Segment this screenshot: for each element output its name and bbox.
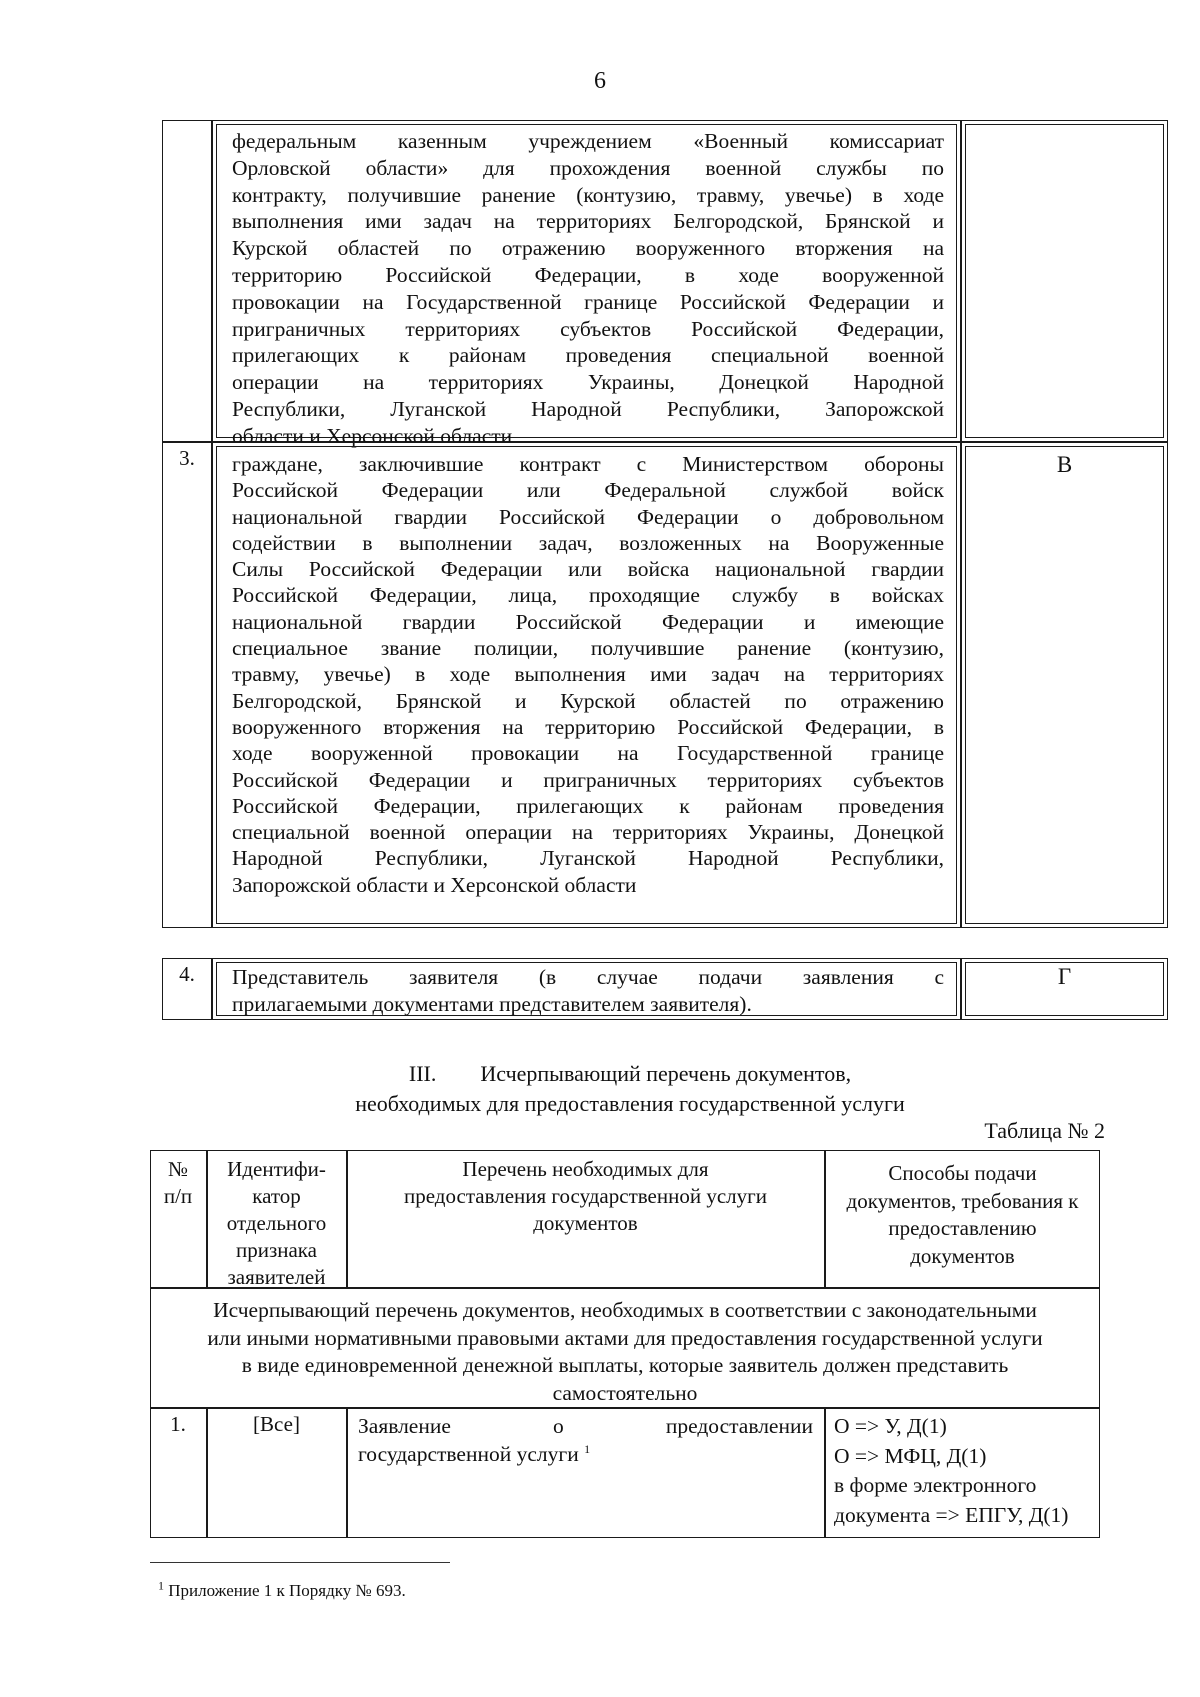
row-number: 1. xyxy=(170,1412,186,1436)
header-documents: Перечень необходимых для предоставления государственной услуги документов xyxy=(404,1157,767,1235)
header-methods: Способы подачи документов, требования к предоставлению документов xyxy=(846,1161,1079,1268)
row-methods: О => У, Д(1) О => МФЦ, Д(1) в форме электронного документа => ЕПГУ, Д(1) xyxy=(834,1414,1069,1527)
row-document: Заявление о предоставлении государственной услуги $^1$ xyxy=(358,1414,813,1466)
footnote-ref[interactable]: 1 xyxy=(584,1441,591,1456)
footnote-mark: 1 xyxy=(158,1578,164,1593)
num-cell xyxy=(162,120,212,442)
category-cell xyxy=(961,120,1168,442)
category-value: В xyxy=(1056,452,1073,477)
row-number: 3. xyxy=(179,446,195,470)
row-text: Представитель заявителя (в случае подачи заявления с прилагаемыми документами представителем заявителя). xyxy=(232,965,944,1016)
category-cell xyxy=(961,442,1168,928)
page-number: 6 xyxy=(594,68,606,94)
row-identifier: [Все] xyxy=(253,1412,300,1436)
row-text: граждане, заключившие контракт с Министерством обороны Российской Федерации или Федеральной службой войск национальной гвардии Российской Федерации о добровольном содействии в выполнении задач, возложенных на Вооруженные Силы Российской Федерации или войска национальной гвардии Российской Федерации, лица, проходящие службу в войсках национальной гвардии Российской Федерации и имеющие специальное звание полиции, получившие ранение (контузию, травму, увечье) в ходе выполнения ими задач на территориях Белгородской, Брянской и Курской областей по отражению вооруженного вторжения на территорию Российской Федерации, в ходе вооруженной провокации на Государственной границе Российской Федерации и приграничных территориях субъектов Российской Федерации, прилегающих к районам проведения специальной военной операции на территориях Украины, Донецкой Народной Республики, Луганской Народной Республики, Запорожской области и Херсонской области xyxy=(232,452,944,897)
section-heading xyxy=(330,1059,930,1119)
section-heading-line2: необходимых для предоставления государственной услуги xyxy=(355,1091,905,1116)
num-cell xyxy=(162,442,212,928)
row-text: федеральным казенным учреждением «Военный комиссариат Орловской области» для прохождения военной службы по контракту, получившие ранение (контузию, травму, увечье) в ходе выполнения ими задач на территориях Белгородской, Брянской и Курской областей по отражению вооруженного вторжения на территорию Российской Федерации, в ходе вооруженной провокации на Государственной границе Российской Федерации и приграничных территориях субъектов Российской Федерации, прилегающих к районам проведения специальной военной операции на территориях Украины, Донецкой Народной Республики, Луганской Народной Республики, Запорожской области и Херсонской области xyxy=(232,129,944,448)
col-rule xyxy=(346,1407,348,1538)
subheader: Исчерпывающий перечень документов, необходимых в соответствии с законодательными или иными нормативными правовыми актами для предоставления государственной услуги в виде единовременной денежной выплаты, которые заявитель должен представить самостоятельно xyxy=(207,1298,1043,1405)
row-number: 4. xyxy=(179,962,195,986)
table-label: Таблица № 2 xyxy=(984,1118,1105,1143)
header-identifier: Идентифи- катор отдельного признака заявителей xyxy=(226,1157,327,1289)
subheader-divider xyxy=(150,1407,1100,1409)
header-num: № п/п xyxy=(163,1157,193,1208)
section-heading-line1: III. Исчерпывающий перечень документов, xyxy=(408,1061,852,1086)
footnote xyxy=(158,1578,406,1601)
footnote-separator xyxy=(150,1562,450,1563)
footnote-text: Приложение 1 к Порядку № 693. xyxy=(168,1581,406,1600)
category-value: Г xyxy=(1057,964,1072,989)
col-rule xyxy=(824,1407,826,1538)
